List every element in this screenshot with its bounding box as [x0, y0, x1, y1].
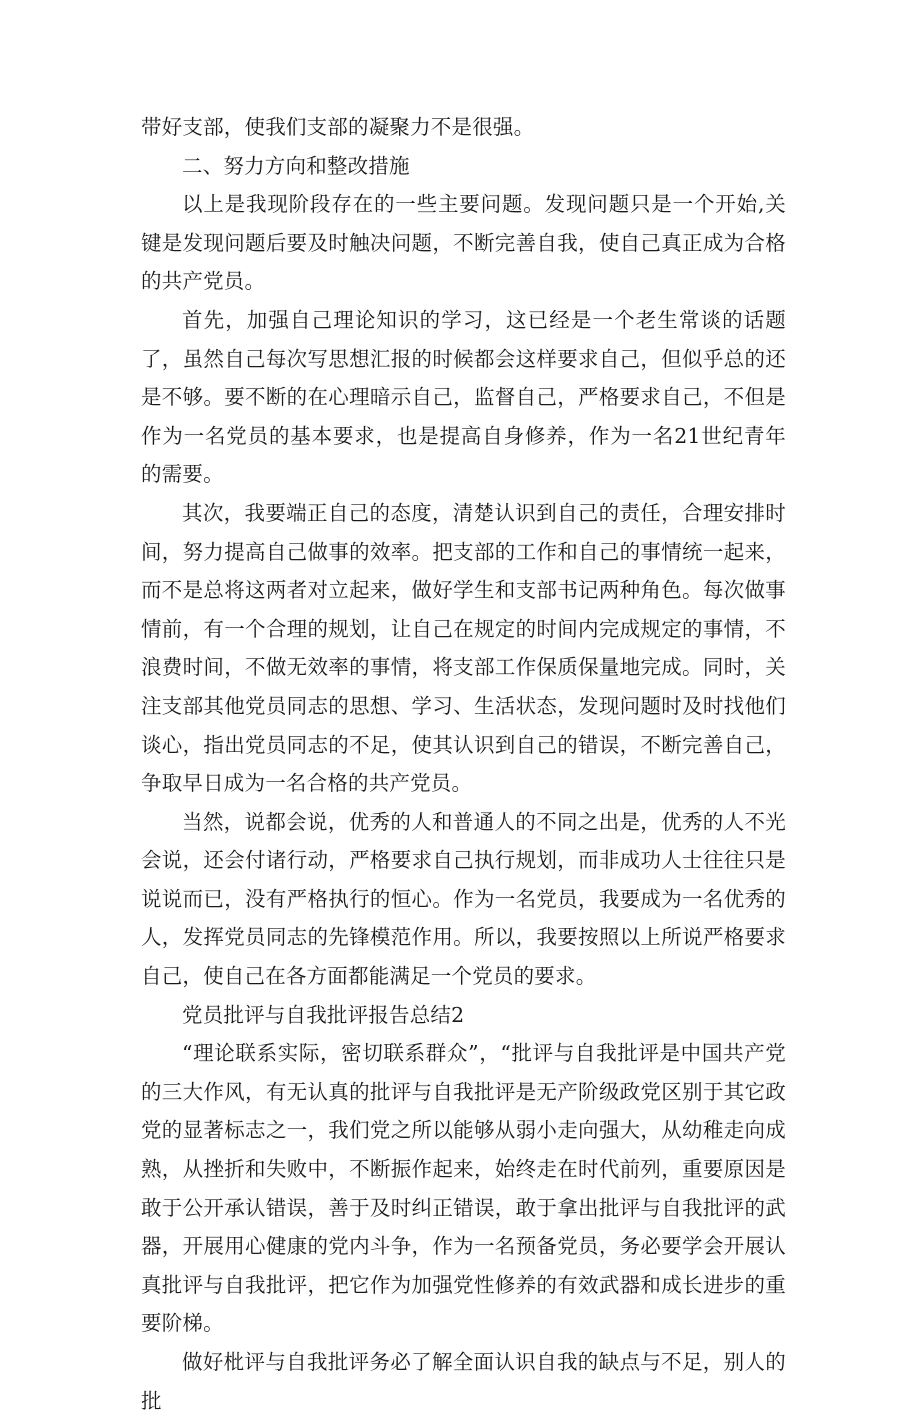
paragraph-3: 首先，加强自己理论知识的学习，这已经是一个老生常谈的话题了，虽然自己每次写思想汇报的时候都会这样要求自己，但似乎总的还是不够。要不断的在心理暗示自己，监督自己，严格要求自己，不但是作为一名党员的基本要求，也是提高自身修养，作为一名21世纪青年的需要。	[141, 307, 786, 487]
document-page	[141, 108, 786, 1420]
section-heading: 二、努力方向和整改措施	[182, 153, 410, 178]
paragraph-2: 以上是我现阶段存在的一些主要问题。发现问题只是一个开始,关键是发现问题后要及时触决问题，不断完善自我，使自己真正成为合格的共产党员。	[141, 192, 786, 294]
paragraph-6: “理论联系实际，密切联系群众”，“批评与自我批评是中国共产党的三大作风，有无认真的批评与自我批评是无产阶级政党区别于其它政党的显著标志之一，我们党之所以能够从弱小走向强大，从幼稚走向成熟，从挫折和失败中，不断振作起来，始终走在时代前列，重要原因是敢于公开承认错误，善于及时纠正错误，敢于拿出批评与自我批评的武器，开展用心健康的党内斗争，作为一名预备党员，务必要学会开展认真批评与自我批评，把它作为加强党性修养的有效武器和成长进步的重要阶梯。	[141, 1041, 786, 1336]
paragraph-7: 做好枇评与自我批评务必了解全面认识自我的缺点与不足，别人的批	[141, 1350, 786, 1413]
paragraph-1: 带好支部，使我们支部的凝聚力不是很强。	[141, 115, 535, 139]
paragraph-4: 其次，我要端正自己的态度，清楚认识到自己的责任，合理安排时间，努力提高自己做事的效率。把支部的工作和自己的事情统一起来，而不是总将这两者对立起来，做好学生和支部书记两种角色。每次做事情前，有一个合理的规划，让自己在规定的时间内完成规定的事情，不浪费时间，不做无效率的事情，将支部工作保质保量地完成。同时，关注支部其他党员同志的思想、学习、生活状态，发现问题时及时找他们谈心，指出党员同志的不足，使其认识到自己的错误，不断完善自己，争取早日成为一名合格的共产党员。	[141, 500, 786, 796]
paragraph-5: 当然，说都会说，优秀的人和普通人的不同之出是，优秀的人不光会说，还会付诸行动，严格要求自己执行规划，而非成功人士往往只是说说而已，没有严格执行的恒心。作为一名党员，我要成为一名优秀的人，发挥党员同志的先锋模范作用。所以，我要按照以上所说严格要求自己，使自己在各方面都能满足一个党员的要求。	[141, 809, 786, 989]
report-title: 党员批评与自我批评报告总结2	[182, 1002, 465, 1027]
